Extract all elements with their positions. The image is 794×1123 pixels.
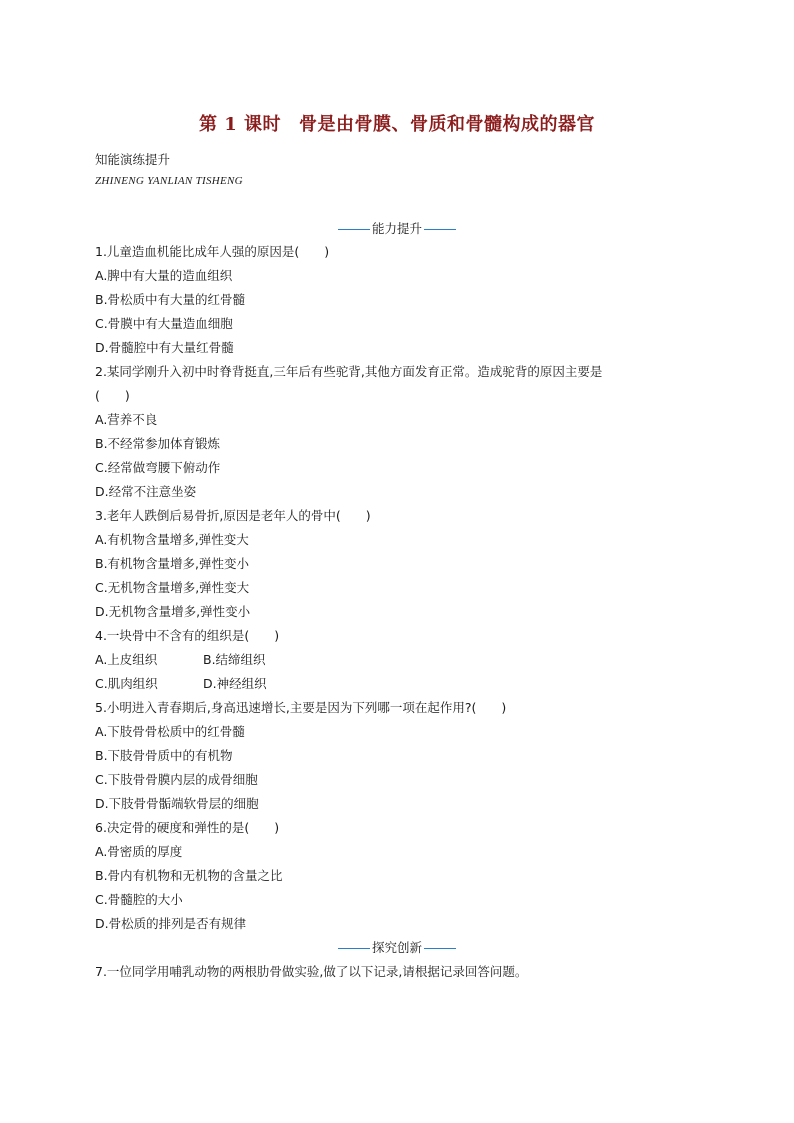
question-3-option-b: B.有机物含量增多,弹性变小 [95, 556, 250, 571]
question-4-option-a: A.上皮组织 [95, 652, 158, 667]
question-4-option-d: D.神经组织 [203, 676, 267, 691]
question-1-option-c: C.骨膜中有大量造血细胞 [95, 316, 233, 331]
heading-rule-right [424, 948, 456, 949]
question-list [95, 240, 715, 984]
question-2-option-c: C.经常做弯腰下俯动作 [95, 460, 221, 475]
question-4-options-row-1 [95, 648, 715, 672]
question-4-option-b: B.结缔组织 [203, 652, 266, 667]
question-7-stem: 7.一位同学用哺乳动物的两根肋骨做实验,做了以下记录,请根据记录回答问题。 [95, 964, 528, 979]
question-2-stem-continued: ( ) [95, 388, 130, 403]
lesson-topic: 骨是由骨膜、骨质和骨髓构成的器官 [299, 114, 596, 135]
question-4-option-c: C.肌肉组织 [95, 676, 158, 691]
question-6-option-a: A.骨密质的厚度 [95, 844, 183, 859]
section-heading-explore [0, 936, 794, 960]
question-3-option-d: D.无机物含量增多,弹性变小 [95, 604, 251, 619]
question-6-option-d: D.骨松质的排列是否有规律 [95, 916, 247, 931]
heading-rule-right [424, 229, 456, 230]
section-subtitle: 知能演练提升 [95, 152, 171, 167]
question-1-option-b: B.骨松质中有大量的红骨髓 [95, 292, 246, 307]
question-3-option-a: A.有机物含量增多,弹性变大 [95, 532, 249, 547]
question-5-option-a: A.下肢骨骨松质中的红骨髓 [95, 724, 245, 739]
question-4-stem: 4.一块骨中不含有的组织是( ) [95, 628, 280, 643]
question-3-option-c: C.无机物含量增多,弹性变大 [95, 580, 250, 595]
question-6-stem: 6.决定骨的硬度和弹性的是( ) [95, 820, 280, 835]
question-1-stem: 1.儿童造血机能比成年人强的原因是( ) [95, 244, 330, 259]
question-5-option-b: B.下肢骨骨质中的有机物 [95, 748, 233, 763]
section-heading-ability [0, 219, 794, 237]
question-6-option-b: B.骨内有机物和无机物的含量之比 [95, 868, 283, 883]
question-2-option-d: D.经常不注意坐姿 [95, 484, 197, 499]
heading-rule-left [338, 229, 370, 230]
question-1-option-a: A.脾中有大量的造血组织 [95, 268, 233, 283]
heading-rule-left [338, 948, 370, 949]
question-1-option-d: D.骨髓腔中有大量红骨髓 [95, 340, 234, 355]
section-heading-label: 探究创新 [371, 940, 422, 955]
question-2-stem: 2.某同学刚升入初中时脊背挺直,三年后有些驼背,其他方面发育正常。造成驼背的原因主要是 [95, 364, 603, 379]
question-6-option-c: C.骨髓腔的大小 [95, 892, 183, 907]
question-3-stem: 3.老年人跌倒后易骨折,原因是老年人的骨中( ) [95, 508, 371, 523]
question-5-option-d: D.下肢骨骨骺端软骨层的细胞 [95, 796, 259, 811]
question-5-stem: 5.小明进入青春期后,身高迅速增长,主要是因为下列哪一项在起作用?( ) [95, 700, 507, 715]
question-2-option-b: B.不经常参加体育锻炼 [95, 436, 221, 451]
section-pinyin: ZHINENG YANLIAN TISHENG [95, 175, 243, 187]
question-2-option-a: A.营养不良 [95, 412, 158, 427]
lesson-number: 第 1 课时 [198, 114, 282, 135]
page-title [0, 110, 794, 136]
question-4-options-row-2 [95, 672, 715, 696]
question-5-option-c: C.下肢骨骨膜内层的成骨细胞 [95, 772, 258, 787]
section-heading-label: 能力提升 [371, 221, 422, 236]
